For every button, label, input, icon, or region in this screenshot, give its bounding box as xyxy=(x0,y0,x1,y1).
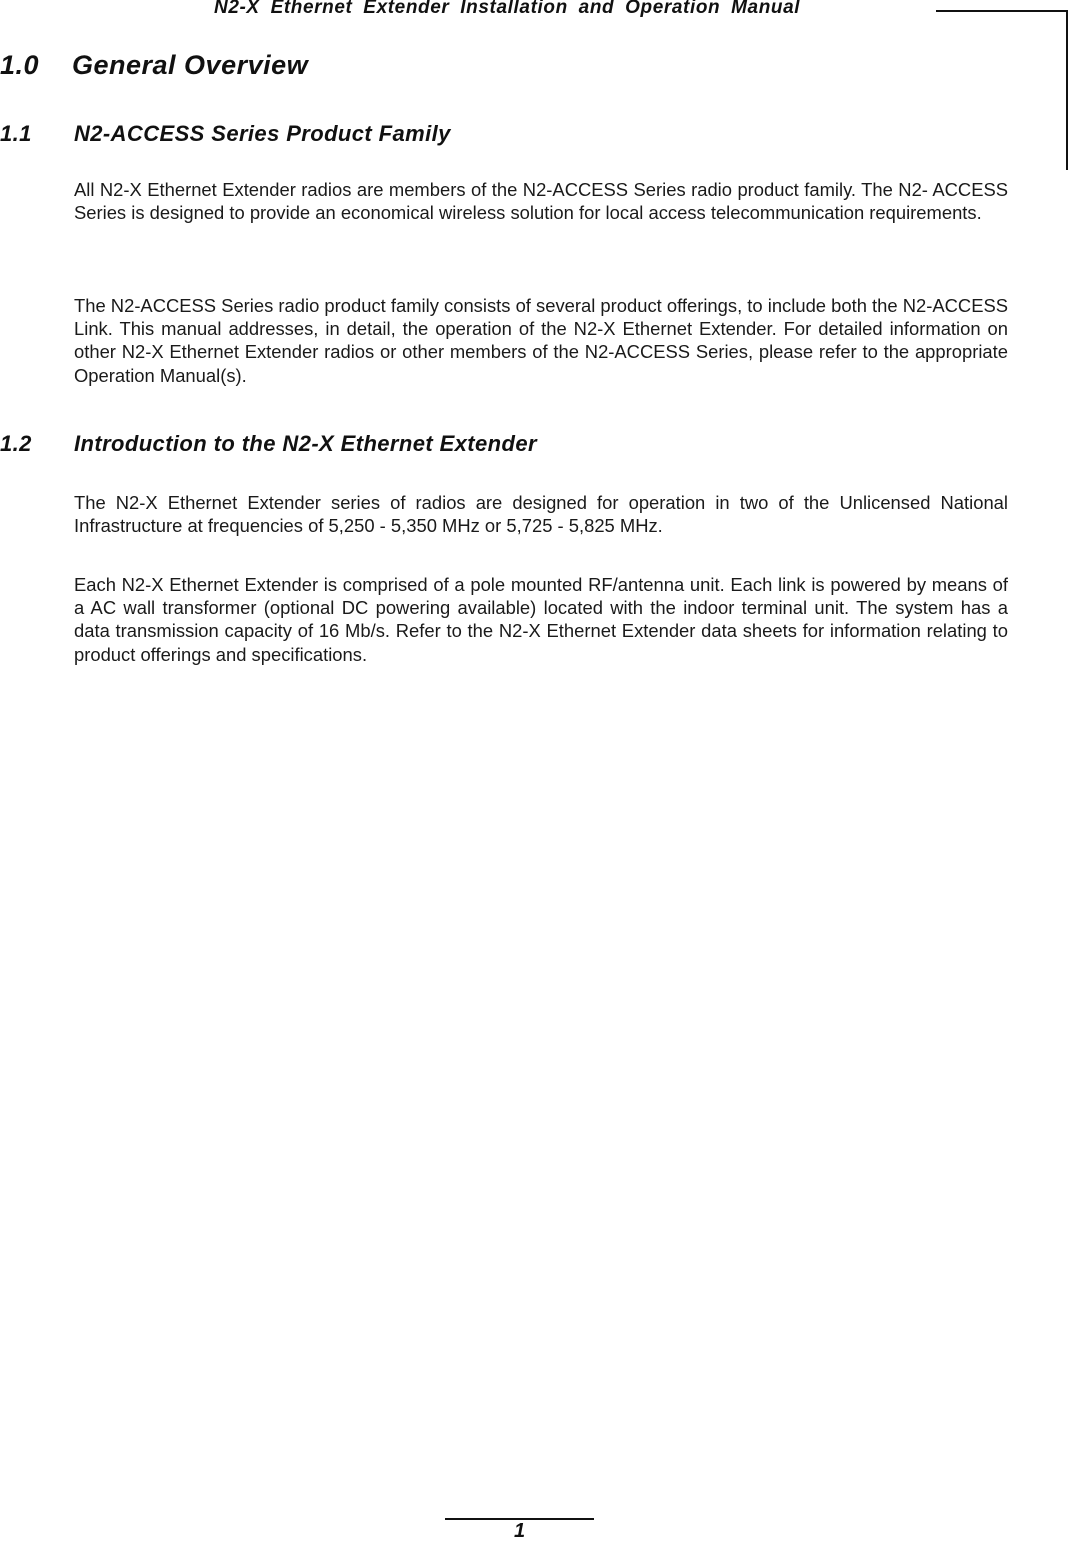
paragraph: Each N2-X Ethernet Extender is comprised of a pole mounted RF/antenna unit. Each link is powered by means of a AC wall transformer (optional DC powering available) located with the indoor terminal unit. The system has a data transmission capacity of 16 Mb/s. Refer to the N2-X Ethernet Extender data sheets for information relating to product offerings and specifications. xyxy=(74,574,1008,665)
section-heading-1-1 xyxy=(0,121,451,147)
section-number: 1.1 xyxy=(0,121,32,146)
paragraph: The N2-X Ethernet Extender series of radios are designed for operation in two of the Unlicensed National Infrastructure at frequencies of 5,250 - 5,350 MHz or 5,725 - 5,825 MHz. xyxy=(74,492,1008,537)
section-number: 1.2 xyxy=(0,431,32,456)
header-corner-rule xyxy=(1066,10,1068,170)
section-heading-1-0 xyxy=(0,50,308,81)
running-header xyxy=(0,0,1069,180)
manual-title: N2-X Ethernet Extender Installation and Operation Manual xyxy=(214,0,801,18)
header-rule xyxy=(936,10,1068,12)
section-title: General Overview xyxy=(72,50,309,80)
paragraph: All N2-X Ethernet Extender radios are members of the N2-ACCESS Series radio product family. The N2- ACCESS Series is designed to provide an economical wireless solution for local access telecommunication requirements. xyxy=(74,179,1008,224)
page-number: 1 xyxy=(513,1520,526,1542)
section-title: Introduction to the N2-X Ethernet Extender xyxy=(74,431,537,456)
paragraph: The N2-ACCESS Series radio product family consists of several product offerings, to include both the N2-ACCESS Link. This manual addresses, in detail, the operation of the N2-X Ethernet Extender. For detailed information on other N2-X Ethernet Extender radios or other members of the N2-ACCESS Series, please refer to the appropriate Operation Manual(s). xyxy=(74,295,1008,386)
section-heading-1-2 xyxy=(0,431,537,457)
section-number: 1.0 xyxy=(0,50,40,80)
section-title: N2-ACCESS Series Product Family xyxy=(74,121,451,146)
